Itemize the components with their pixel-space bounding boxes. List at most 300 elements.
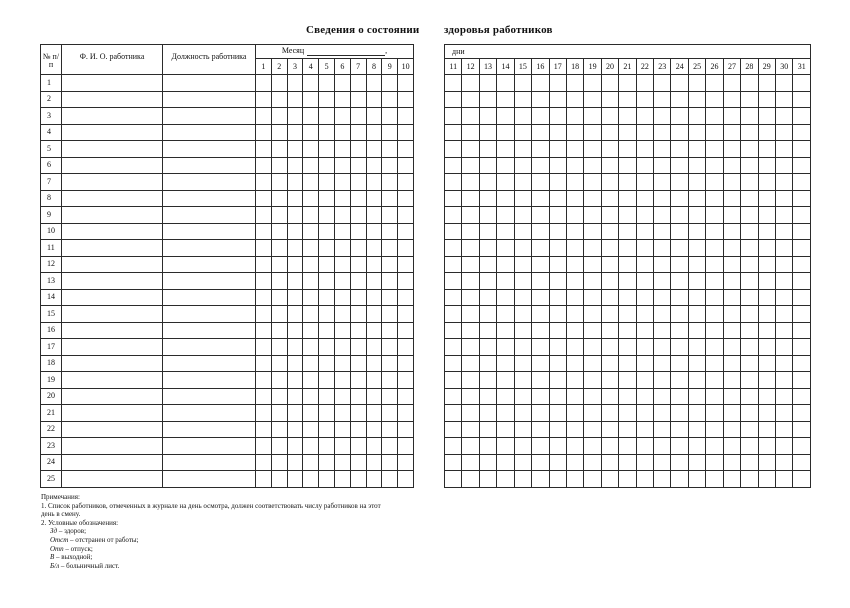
day-cell[interactable]: [706, 75, 723, 92]
day-cell[interactable]: [584, 405, 601, 422]
day-cell[interactable]: [671, 421, 688, 438]
day-cell[interactable]: [601, 471, 618, 488]
day-cell[interactable]: [723, 355, 740, 372]
day-cell[interactable]: [654, 306, 671, 323]
day-cell[interactable]: [619, 207, 636, 224]
day-cell[interactable]: [398, 388, 414, 405]
day-cell[interactable]: [366, 306, 382, 323]
day-cell[interactable]: [271, 388, 287, 405]
day-cell[interactable]: [706, 273, 723, 290]
day-cell[interactable]: [532, 223, 549, 240]
day-cell[interactable]: [688, 108, 705, 125]
day-cell[interactable]: [479, 471, 496, 488]
day-cell[interactable]: [334, 273, 350, 290]
day-cell[interactable]: [654, 157, 671, 174]
day-cell[interactable]: [601, 91, 618, 108]
day-cell[interactable]: [497, 355, 514, 372]
day-cell[interactable]: [532, 306, 549, 323]
day-cell[interactable]: [758, 471, 775, 488]
day-cell[interactable]: [334, 388, 350, 405]
day-cell[interactable]: [723, 75, 740, 92]
day-cell[interactable]: [654, 471, 671, 488]
day-cell[interactable]: [636, 223, 653, 240]
day-cell[interactable]: [497, 256, 514, 273]
day-cell[interactable]: [462, 273, 479, 290]
day-cell[interactable]: [601, 108, 618, 125]
day-cell[interactable]: [706, 322, 723, 339]
day-cell[interactable]: [793, 108, 811, 125]
day-cell[interactable]: [287, 141, 303, 158]
day-cell[interactable]: [584, 174, 601, 191]
day-cell[interactable]: [776, 339, 793, 356]
day-cell[interactable]: [382, 471, 398, 488]
day-cell[interactable]: [758, 438, 775, 455]
day-cell[interactable]: [514, 91, 531, 108]
day-cell[interactable]: [532, 471, 549, 488]
day-cell[interactable]: [654, 372, 671, 389]
day-cell[interactable]: [671, 355, 688, 372]
day-cell[interactable]: [758, 372, 775, 389]
day-cell[interactable]: [366, 256, 382, 273]
day-cell[interactable]: [566, 75, 583, 92]
day-cell[interactable]: [514, 355, 531, 372]
day-cell[interactable]: [271, 157, 287, 174]
day-cell[interactable]: [350, 223, 366, 240]
day-cell[interactable]: [688, 339, 705, 356]
day-cell[interactable]: [514, 157, 531, 174]
day-cell[interactable]: [601, 322, 618, 339]
day-cell[interactable]: [303, 405, 319, 422]
day-cell[interactable]: [514, 174, 531, 191]
day-cell[interactable]: [350, 388, 366, 405]
name-cell[interactable]: [62, 157, 163, 174]
day-cell[interactable]: [688, 355, 705, 372]
day-cell[interactable]: [723, 339, 740, 356]
day-cell[interactable]: [723, 190, 740, 207]
day-cell[interactable]: [654, 421, 671, 438]
day-cell[interactable]: [706, 240, 723, 257]
day-cell[interactable]: [445, 190, 462, 207]
day-cell[interactable]: [793, 223, 811, 240]
day-cell[interactable]: [741, 141, 758, 158]
day-cell[interactable]: [382, 438, 398, 455]
day-cell[interactable]: [334, 207, 350, 224]
day-cell[interactable]: [619, 355, 636, 372]
day-cell[interactable]: [758, 454, 775, 471]
day-cell[interactable]: [497, 273, 514, 290]
day-cell[interactable]: [303, 438, 319, 455]
day-cell[interactable]: [334, 190, 350, 207]
day-cell[interactable]: [256, 471, 272, 488]
day-cell[interactable]: [479, 256, 496, 273]
day-cell[interactable]: [514, 141, 531, 158]
day-cell[interactable]: [319, 207, 335, 224]
day-cell[interactable]: [758, 157, 775, 174]
day-cell[interactable]: [514, 207, 531, 224]
day-cell[interactable]: [319, 256, 335, 273]
position-cell[interactable]: [163, 322, 256, 339]
day-cell[interactable]: [287, 108, 303, 125]
day-cell[interactable]: [549, 75, 566, 92]
day-cell[interactable]: [479, 91, 496, 108]
day-cell[interactable]: [350, 207, 366, 224]
day-cell[interactable]: [319, 157, 335, 174]
day-cell[interactable]: [549, 405, 566, 422]
day-cell[interactable]: [741, 289, 758, 306]
day-cell[interactable]: [584, 75, 601, 92]
day-cell[interactable]: [549, 438, 566, 455]
day-cell[interactable]: [514, 471, 531, 488]
day-cell[interactable]: [334, 240, 350, 257]
day-cell[interactable]: [584, 124, 601, 141]
day-cell[interactable]: [532, 372, 549, 389]
day-cell[interactable]: [793, 141, 811, 158]
day-cell[interactable]: [319, 190, 335, 207]
day-cell[interactable]: [271, 339, 287, 356]
day-cell[interactable]: [256, 256, 272, 273]
day-cell[interactable]: [271, 372, 287, 389]
day-cell[interactable]: [382, 141, 398, 158]
day-cell[interactable]: [566, 289, 583, 306]
day-cell[interactable]: [636, 388, 653, 405]
day-cell[interactable]: [445, 438, 462, 455]
name-cell[interactable]: [62, 355, 163, 372]
day-cell[interactable]: [706, 289, 723, 306]
day-cell[interactable]: [462, 388, 479, 405]
day-cell[interactable]: [758, 223, 775, 240]
position-cell[interactable]: [163, 223, 256, 240]
day-cell[interactable]: [497, 454, 514, 471]
day-cell[interactable]: [793, 190, 811, 207]
day-cell[interactable]: [636, 438, 653, 455]
day-cell[interactable]: [256, 438, 272, 455]
day-cell[interactable]: [758, 207, 775, 224]
day-cell[interactable]: [566, 322, 583, 339]
day-cell[interactable]: [382, 339, 398, 356]
day-cell[interactable]: [462, 339, 479, 356]
day-cell[interactable]: [445, 471, 462, 488]
day-cell[interactable]: [256, 157, 272, 174]
day-cell[interactable]: [287, 454, 303, 471]
day-cell[interactable]: [723, 256, 740, 273]
day-cell[interactable]: [350, 124, 366, 141]
day-cell[interactable]: [514, 223, 531, 240]
day-cell[interactable]: [688, 91, 705, 108]
day-cell[interactable]: [462, 190, 479, 207]
day-cell[interactable]: [497, 421, 514, 438]
day-cell[interactable]: [271, 454, 287, 471]
day-cell[interactable]: [398, 91, 414, 108]
day-cell[interactable]: [566, 223, 583, 240]
day-cell[interactable]: [549, 339, 566, 356]
day-cell[interactable]: [636, 91, 653, 108]
day-cell[interactable]: [382, 157, 398, 174]
day-cell[interactable]: [350, 471, 366, 488]
day-cell[interactable]: [334, 339, 350, 356]
day-cell[interactable]: [671, 454, 688, 471]
day-cell[interactable]: [584, 273, 601, 290]
day-cell[interactable]: [758, 256, 775, 273]
day-cell[interactable]: [479, 108, 496, 125]
day-cell[interactable]: [776, 322, 793, 339]
day-cell[interactable]: [497, 174, 514, 191]
day-cell[interactable]: [398, 454, 414, 471]
day-cell[interactable]: [462, 289, 479, 306]
day-cell[interactable]: [350, 339, 366, 356]
day-cell[interactable]: [479, 190, 496, 207]
day-cell[interactable]: [619, 91, 636, 108]
day-cell[interactable]: [706, 471, 723, 488]
day-cell[interactable]: [303, 322, 319, 339]
day-cell[interactable]: [319, 388, 335, 405]
day-cell[interactable]: [497, 322, 514, 339]
day-cell[interactable]: [741, 174, 758, 191]
day-cell[interactable]: [688, 256, 705, 273]
day-cell[interactable]: [398, 372, 414, 389]
day-cell[interactable]: [366, 405, 382, 422]
day-cell[interactable]: [479, 207, 496, 224]
day-cell[interactable]: [584, 306, 601, 323]
name-cell[interactable]: [62, 190, 163, 207]
day-cell[interactable]: [758, 141, 775, 158]
day-cell[interactable]: [601, 438, 618, 455]
day-cell[interactable]: [584, 223, 601, 240]
day-cell[interactable]: [723, 223, 740, 240]
day-cell[interactable]: [706, 207, 723, 224]
day-cell[interactable]: [619, 405, 636, 422]
day-cell[interactable]: [636, 306, 653, 323]
day-cell[interactable]: [366, 339, 382, 356]
day-cell[interactable]: [688, 223, 705, 240]
day-cell[interactable]: [334, 421, 350, 438]
day-cell[interactable]: [382, 240, 398, 257]
day-cell[interactable]: [319, 289, 335, 306]
day-cell[interactable]: [566, 157, 583, 174]
day-cell[interactable]: [671, 471, 688, 488]
day-cell[interactable]: [741, 75, 758, 92]
day-cell[interactable]: [549, 174, 566, 191]
day-cell[interactable]: [398, 223, 414, 240]
position-cell[interactable]: [163, 306, 256, 323]
day-cell[interactable]: [601, 339, 618, 356]
day-cell[interactable]: [303, 223, 319, 240]
day-cell[interactable]: [303, 157, 319, 174]
position-cell[interactable]: [163, 207, 256, 224]
day-cell[interactable]: [706, 223, 723, 240]
day-cell[interactable]: [601, 190, 618, 207]
position-cell[interactable]: [163, 157, 256, 174]
day-cell[interactable]: [514, 388, 531, 405]
day-cell[interactable]: [741, 124, 758, 141]
day-cell[interactable]: [549, 273, 566, 290]
day-cell[interactable]: [366, 322, 382, 339]
day-cell[interactable]: [723, 174, 740, 191]
day-cell[interactable]: [350, 322, 366, 339]
day-cell[interactable]: [350, 405, 366, 422]
day-cell[interactable]: [776, 405, 793, 422]
day-cell[interactable]: [366, 190, 382, 207]
day-cell[interactable]: [303, 240, 319, 257]
day-cell[interactable]: [619, 438, 636, 455]
day-cell[interactable]: [334, 174, 350, 191]
day-cell[interactable]: [549, 322, 566, 339]
day-cell[interactable]: [671, 256, 688, 273]
day-cell[interactable]: [497, 207, 514, 224]
day-cell[interactable]: [723, 157, 740, 174]
day-cell[interactable]: [671, 124, 688, 141]
position-cell[interactable]: [163, 190, 256, 207]
day-cell[interactable]: [319, 124, 335, 141]
day-cell[interactable]: [303, 388, 319, 405]
position-cell[interactable]: [163, 339, 256, 356]
day-cell[interactable]: [479, 306, 496, 323]
name-cell[interactable]: [62, 421, 163, 438]
day-cell[interactable]: [758, 273, 775, 290]
position-cell[interactable]: [163, 289, 256, 306]
day-cell[interactable]: [758, 306, 775, 323]
day-cell[interactable]: [366, 388, 382, 405]
day-cell[interactable]: [671, 405, 688, 422]
day-cell[interactable]: [741, 372, 758, 389]
position-cell[interactable]: [163, 355, 256, 372]
day-cell[interactable]: [497, 339, 514, 356]
day-cell[interactable]: [601, 157, 618, 174]
day-cell[interactable]: [462, 141, 479, 158]
day-cell[interactable]: [497, 405, 514, 422]
day-cell[interactable]: [566, 405, 583, 422]
day-cell[interactable]: [382, 454, 398, 471]
day-cell[interactable]: [303, 207, 319, 224]
day-cell[interactable]: [741, 91, 758, 108]
day-cell[interactable]: [303, 91, 319, 108]
day-cell[interactable]: [619, 289, 636, 306]
day-cell[interactable]: [334, 289, 350, 306]
day-cell[interactable]: [549, 289, 566, 306]
day-cell[interactable]: [462, 405, 479, 422]
day-cell[interactable]: [793, 421, 811, 438]
day-cell[interactable]: [688, 372, 705, 389]
day-cell[interactable]: [271, 174, 287, 191]
day-cell[interactable]: [479, 438, 496, 455]
day-cell[interactable]: [256, 141, 272, 158]
day-cell[interactable]: [793, 438, 811, 455]
day-cell[interactable]: [566, 471, 583, 488]
day-cell[interactable]: [758, 355, 775, 372]
day-cell[interactable]: [514, 438, 531, 455]
day-cell[interactable]: [514, 454, 531, 471]
day-cell[interactable]: [303, 124, 319, 141]
day-cell[interactable]: [271, 421, 287, 438]
day-cell[interactable]: [319, 306, 335, 323]
day-cell[interactable]: [741, 405, 758, 422]
day-cell[interactable]: [287, 91, 303, 108]
day-cell[interactable]: [758, 75, 775, 92]
day-cell[interactable]: [479, 157, 496, 174]
day-cell[interactable]: [793, 256, 811, 273]
day-cell[interactable]: [445, 240, 462, 257]
day-cell[interactable]: [382, 273, 398, 290]
day-cell[interactable]: [532, 75, 549, 92]
day-cell[interactable]: [706, 454, 723, 471]
day-cell[interactable]: [479, 289, 496, 306]
day-cell[interactable]: [758, 240, 775, 257]
day-cell[interactable]: [706, 438, 723, 455]
day-cell[interactable]: [706, 306, 723, 323]
day-cell[interactable]: [584, 157, 601, 174]
day-cell[interactable]: [549, 157, 566, 174]
day-cell[interactable]: [706, 141, 723, 158]
day-cell[interactable]: [566, 421, 583, 438]
day-cell[interactable]: [514, 240, 531, 257]
day-cell[interactable]: [776, 223, 793, 240]
day-cell[interactable]: [514, 339, 531, 356]
day-cell[interactable]: [566, 91, 583, 108]
day-cell[interactable]: [382, 355, 398, 372]
name-cell[interactable]: [62, 372, 163, 389]
day-cell[interactable]: [688, 190, 705, 207]
day-cell[interactable]: [723, 240, 740, 257]
day-cell[interactable]: [271, 240, 287, 257]
day-cell[interactable]: [256, 223, 272, 240]
day-cell[interactable]: [671, 174, 688, 191]
day-cell[interactable]: [601, 372, 618, 389]
day-cell[interactable]: [256, 240, 272, 257]
day-cell[interactable]: [366, 157, 382, 174]
day-cell[interactable]: [382, 421, 398, 438]
day-cell[interactable]: [271, 141, 287, 158]
day-cell[interactable]: [671, 75, 688, 92]
day-cell[interactable]: [319, 405, 335, 422]
day-cell[interactable]: [758, 108, 775, 125]
day-cell[interactable]: [636, 157, 653, 174]
day-cell[interactable]: [776, 471, 793, 488]
day-cell[interactable]: [366, 372, 382, 389]
day-cell[interactable]: [256, 405, 272, 422]
day-cell[interactable]: [303, 273, 319, 290]
day-cell[interactable]: [601, 240, 618, 257]
day-cell[interactable]: [479, 223, 496, 240]
day-cell[interactable]: [601, 207, 618, 224]
day-cell[interactable]: [271, 108, 287, 125]
day-cell[interactable]: [706, 256, 723, 273]
day-cell[interactable]: [532, 454, 549, 471]
day-cell[interactable]: [532, 108, 549, 125]
day-cell[interactable]: [671, 339, 688, 356]
day-cell[interactable]: [398, 141, 414, 158]
day-cell[interactable]: [462, 306, 479, 323]
day-cell[interactable]: [706, 174, 723, 191]
day-cell[interactable]: [758, 405, 775, 422]
day-cell[interactable]: [462, 240, 479, 257]
day-cell[interactable]: [271, 223, 287, 240]
day-cell[interactable]: [366, 240, 382, 257]
day-cell[interactable]: [334, 372, 350, 389]
day-cell[interactable]: [366, 454, 382, 471]
day-cell[interactable]: [601, 273, 618, 290]
day-cell[interactable]: [382, 75, 398, 92]
day-cell[interactable]: [671, 322, 688, 339]
day-cell[interactable]: [303, 471, 319, 488]
day-cell[interactable]: [479, 273, 496, 290]
day-cell[interactable]: [445, 421, 462, 438]
day-cell[interactable]: [532, 190, 549, 207]
day-cell[interactable]: [776, 174, 793, 191]
day-cell[interactable]: [793, 207, 811, 224]
name-cell[interactable]: [62, 223, 163, 240]
day-cell[interactable]: [723, 289, 740, 306]
day-cell[interactable]: [303, 190, 319, 207]
day-cell[interactable]: [319, 339, 335, 356]
